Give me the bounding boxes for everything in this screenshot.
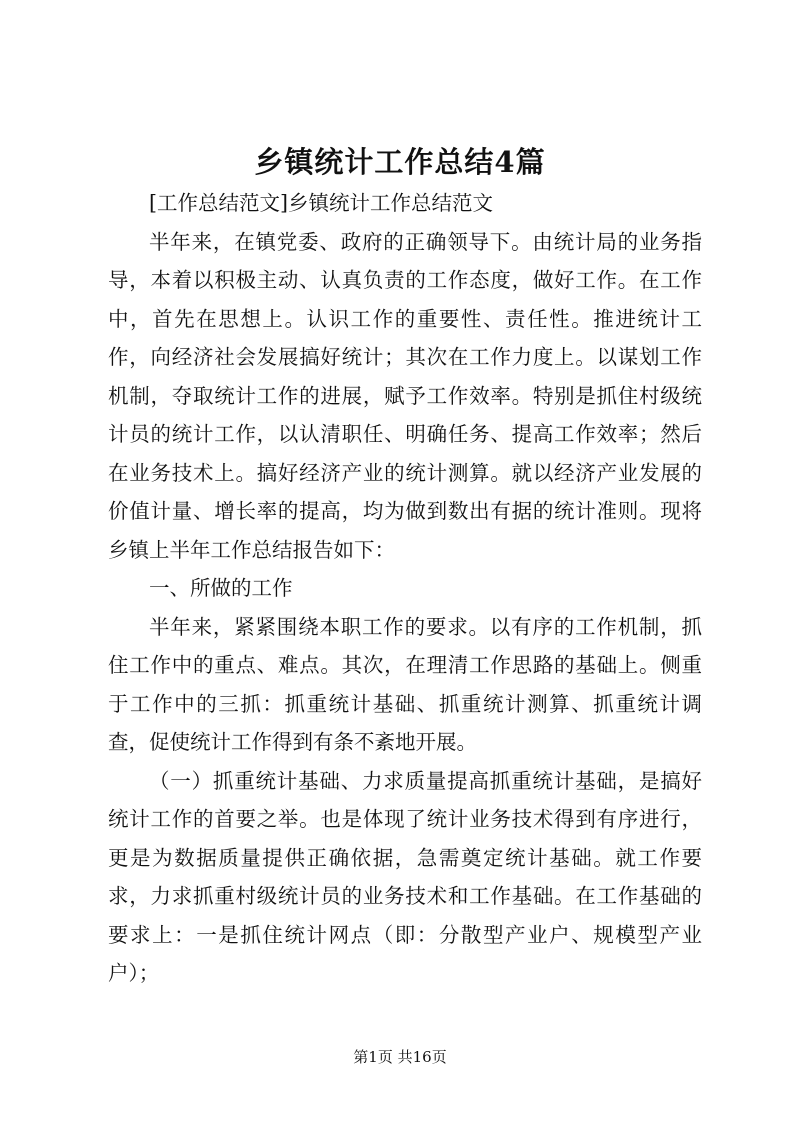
document-body (108, 184, 702, 993)
document-title: 乡镇统计工作总结4篇 (254, 145, 546, 179)
paragraph-statistics-basis: （一）抓重统计基础、力求质量提高抓重统计基础，是搞好统计工作的首要之举。也是体现了统计业务技术得到有序进行，更是为数据质量提供正确依据，急需奠定统计基础。就工作要求，力求抓重村级统计员的业务技术和工作基础。在工作基础的要求上：一是抓住统计网点（即：分散型产业户、规模型产业户）； (108, 768, 702, 985)
paragraph-intro: 半年来，在镇党委、政府的正确领导下。由统计局的业务指导，本着以积极主动、认真负责的工作态度，做好工作。在工作中，首先在思想上。认识工作的重要性、责任性。推进统计工作，向经济社会发展搞好统计；其次在工作力度上。以谋划工作机制，夺取统计工作的进展，赋予工作效率。特别是抓住村级统计员的统计工作，以认清职任、明确任务、提高工作效率；然后在业务技术上。搞好经济产业的统计测算。就以经济产业发展的价值计量、增长率的提高，均为做到数出有据的统计准则。现将乡镇上半年工作总结报告如下： (108, 229, 702, 562)
page-number-footer: 第1页 共16页 (353, 1048, 447, 1066)
paragraph-work-summary: 半年来，紧紧围绕本职工作的要求。以有序的工作机制，抓住工作中的重点、难点。其次，在理清工作思路的基础上。侧重于工作中的三抓：抓重统计基础、抓重统计测算、抓重统计调查，促使统计工作得到有条不紊地开展。 (108, 614, 702, 754)
section-heading-work-done: 一、所做的工作 (149, 576, 293, 600)
paragraph-source-tag: [工作总结范文]乡镇统计工作总结范文 (149, 191, 493, 215)
